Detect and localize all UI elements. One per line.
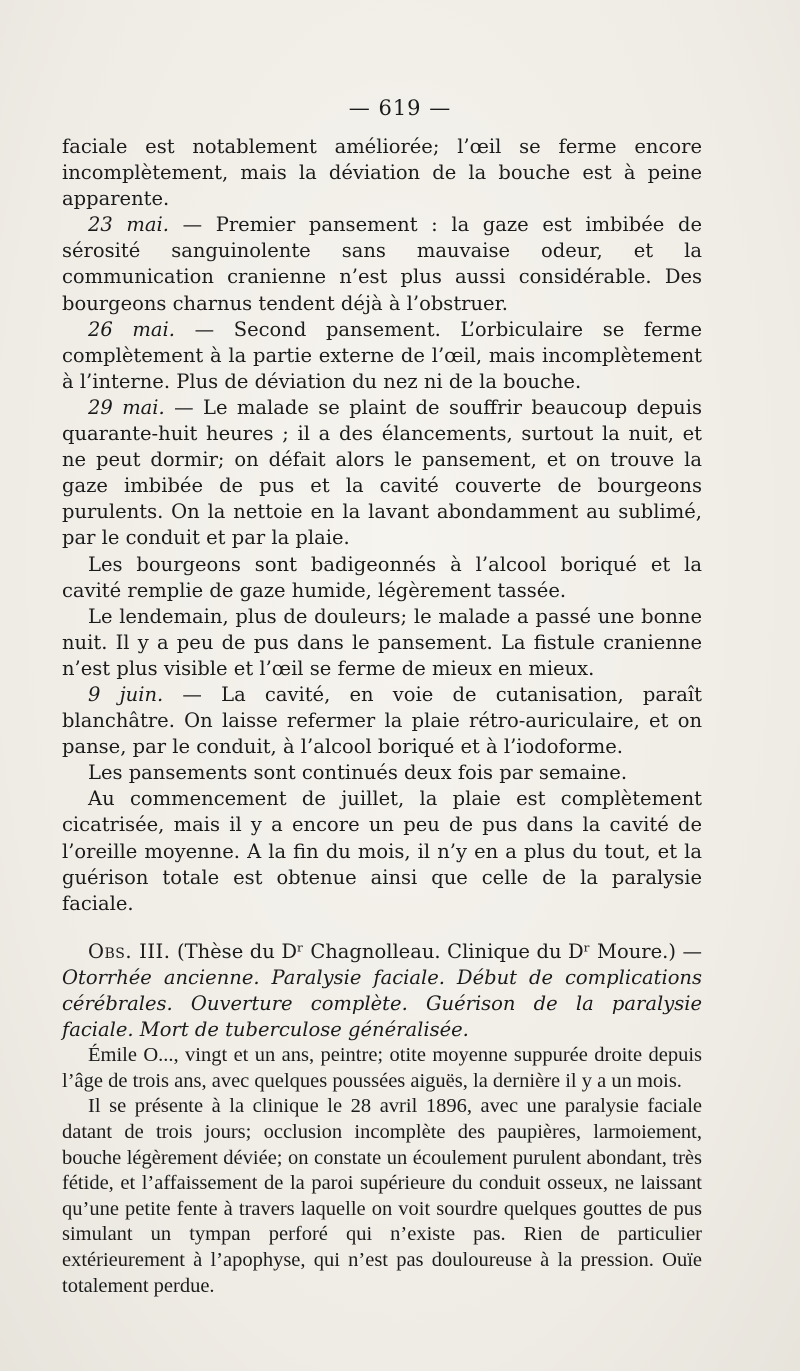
section-gap	[62, 917, 702, 939]
document-body	[62, 134, 702, 1299]
paragraph	[62, 317, 702, 395]
paragraph: Il se présente à la clinique le 28 avril 1896, avec une paralysie faciale datant de trois jours; occlusion incomplète des paupières, larmoiement, bouche légèrement déviée; on constate un écoulement purulent abondant, très fétide, et l’affaissement de la paroi supérieure du conduit osseux, ne laissant qu’une petite fente à travers laquelle on voit sourdre quelques gouttes de pus simulant un tympan perforé qui n’existe pas. Rien de particulier extérieurement à l’apophyse, qui n’est pas douloureuse à la pression. Ouïe totalement perdue.	[62, 1095, 702, 1297]
entry-text: — La cavité, en voie de cutanisation, paraît blanchâtre. On laisse refermer la plaie rétro-auriculaire, et on panse, par le conduit, à l’alcool boriqué et à l’iodoforme.	[62, 682, 702, 759]
entry-date: 23 mai.	[88, 213, 169, 237]
page-number: — 619 —	[348, 96, 452, 120]
entry-date: 29 mai.	[88, 395, 165, 419]
paragraph	[62, 682, 702, 760]
paragraph	[62, 395, 702, 552]
observation-subtitle: Otorrhée ancienne. Paralysie faciale. Début de complications cérébrales. Ouverture complète. Guérison de la paralysie faciale. Mort de tuberculose généralisée.	[62, 965, 702, 1042]
paragraph	[62, 212, 702, 316]
entry-text: — Le malade se plaint de souffrir beaucoup depuis quarante-huit heures ; il a des élancements, surtout la nuit, et ne peut dormir; on défait alors le pansement, et on trouve la gaze imbibée de pus et la cavité couverte de bourgeons purulents. On la nettoie en la lavant abondamment au sublimé, par le conduit et par la plaie.	[62, 395, 702, 550]
observation-label: Obs. III.	[88, 939, 171, 963]
entry-text: — Premier pansement : la gaze est imbibée de sérosité sanguinolente sans mauvaise odeur, et la communication cranienne n’est plus aussi considérable. Des bourgeons charnus tendent déjà à l’obstruer.	[62, 213, 702, 315]
paragraph: Le lendemain, plus de douleurs; le malade a passé une bonne nuit. Il y a peu de pus dans le pansement. La fistule cranienne n’est plus visible et l’œil se ferme de mieux en mieux.	[62, 604, 702, 680]
paragraph: Les pansements sont continués deux fois par semaine.	[88, 761, 628, 785]
entry-text: — Second pansement. L’orbiculaire se ferme complètement à la partie externe de l’œil, mais incomplètement à l’interne. Plus de déviation du nez ni de la bouche.	[62, 317, 702, 393]
paragraph: faciale est notablement améliorée; l’œil se ferme encore incomplètement, mais la déviation de la bouche est à peine apparente.	[62, 135, 702, 211]
observation-source: (Thèse du Dʳ Chagnolleau. Clinique du Dʳ Moure.) —	[170, 939, 702, 963]
paragraph: Au commencement de juillet, la plaie est complètement cicatrisée, mais il y a encore un peu de pus dans la cavité de l’oreille moyenne. A la fin du mois, il n’y en a plus du tout, et la guérison totale est obtenue ainsi que celle de la paralysie faciale.	[62, 787, 702, 915]
entry-date: 9 juin.	[88, 682, 164, 706]
entry-date: 26 mai.	[88, 317, 175, 341]
paragraph: Les bourgeons sont badigeonnés à l’alcool boriqué et la cavité remplie de gaze humide, légèrement tassée.	[62, 552, 702, 602]
observation-body	[62, 1043, 702, 1299]
paragraph: Émile O..., vingt et un ans, peintre; otite moyenne suppurée droite depuis l’âge de trois ans, avec quelques poussées aiguës, la dernière il y a un mois.	[62, 1044, 702, 1092]
observation-heading	[62, 939, 702, 1043]
